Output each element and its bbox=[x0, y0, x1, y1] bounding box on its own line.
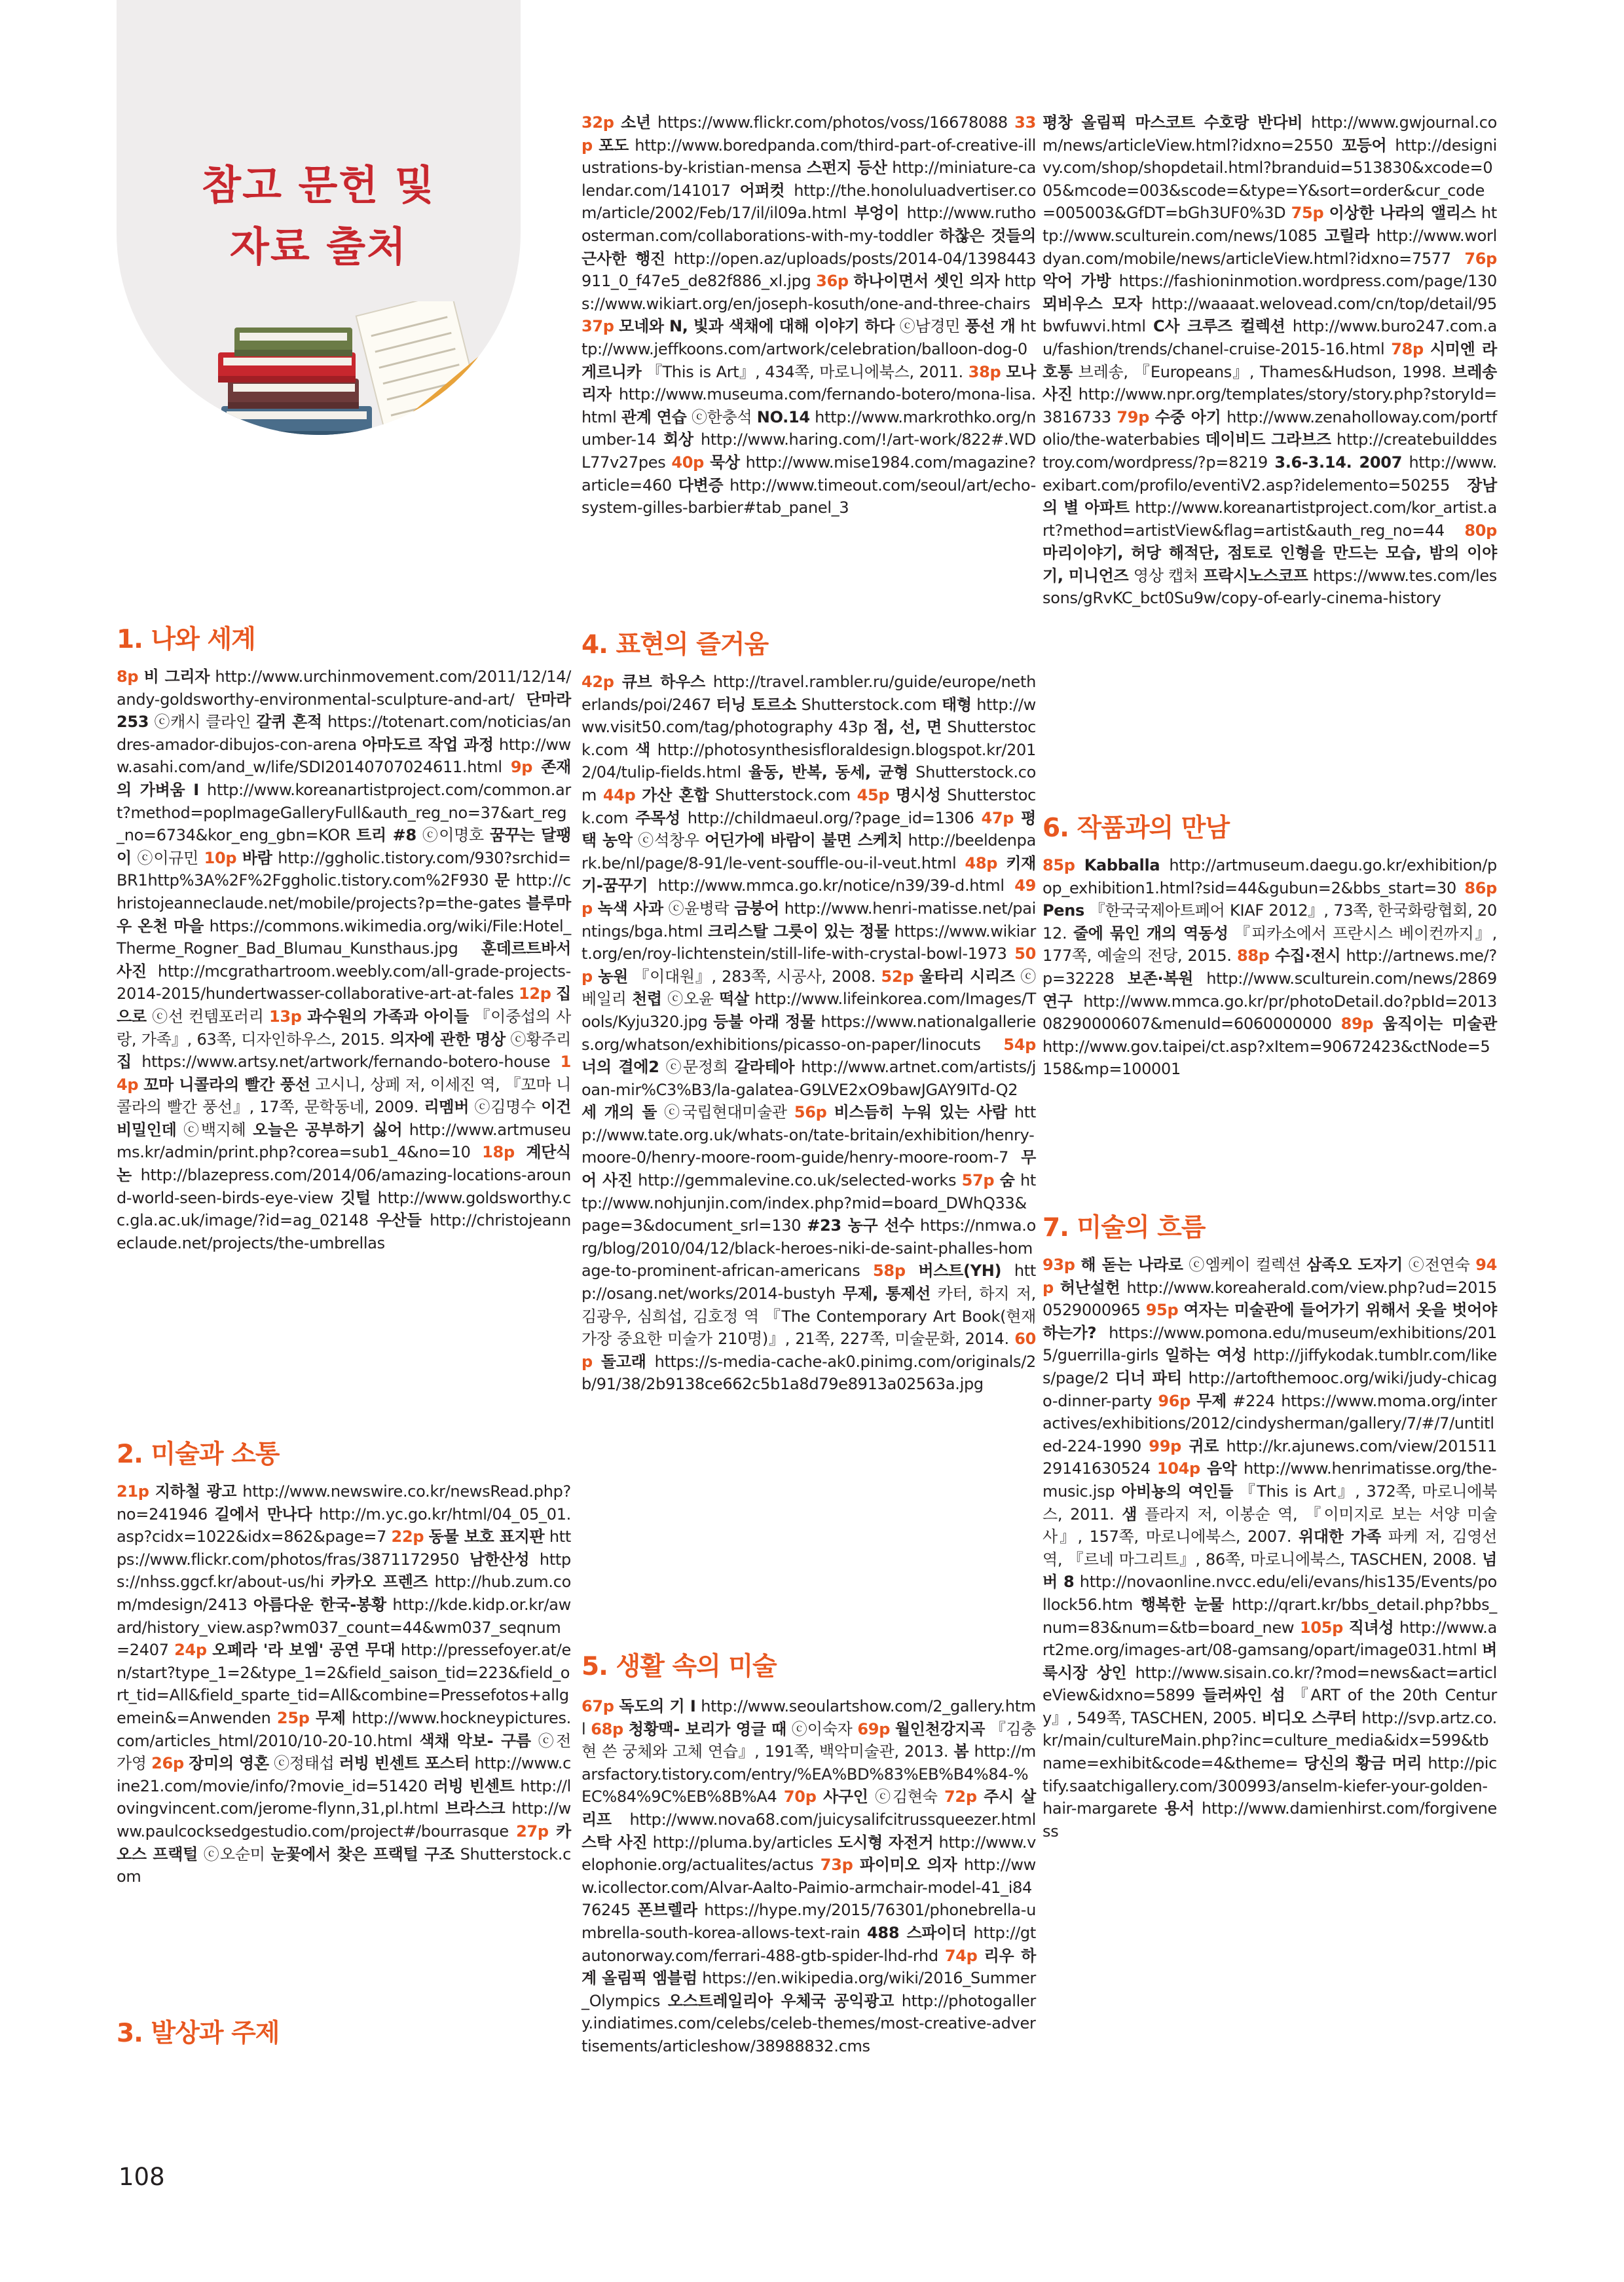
section-2 bbox=[117, 1438, 571, 1888]
work-title: Pens bbox=[1043, 901, 1085, 920]
work-title: 훈데르트바서 사진 bbox=[117, 939, 571, 981]
work-title: 돌고래 bbox=[600, 1352, 646, 1371]
page-ref: 32p bbox=[581, 113, 614, 132]
page-ref: 12p bbox=[518, 984, 551, 1003]
work-title: 태형 bbox=[941, 695, 972, 714]
work-title: 주시 살리프 bbox=[581, 1787, 1036, 1829]
work-title: 비 그리자 bbox=[143, 667, 210, 686]
page-ref: 37p bbox=[581, 317, 614, 336]
work-title: 모나리자 bbox=[581, 362, 1036, 404]
work-title: 하찮은 것들의 근사한 행진 bbox=[581, 226, 1036, 268]
page-ref: 21p bbox=[117, 1482, 149, 1501]
work-title: 크리스탈 그릇이 있는 정물 bbox=[707, 922, 889, 941]
work-title: 뫼비우스 모자 bbox=[1043, 294, 1143, 313]
work-title: 폰브렐라 bbox=[637, 1901, 697, 1920]
work-title: 브라스크 bbox=[445, 1799, 506, 1818]
work-title: 어퍼컷 bbox=[739, 181, 785, 200]
page-ref: 38p bbox=[968, 362, 1001, 381]
work-title: 아마도르 작업 과정 bbox=[361, 735, 494, 754]
work-title: 회상 bbox=[663, 430, 693, 449]
page-ref: 24p bbox=[174, 1641, 207, 1660]
section-7 bbox=[1043, 1212, 1497, 1842]
header-panel bbox=[117, 0, 521, 435]
work-title: 수중 아기 bbox=[1154, 407, 1221, 426]
section-3 bbox=[117, 2017, 571, 2059]
page-ref: 85p bbox=[1043, 856, 1075, 874]
work-title: 무제 bbox=[315, 1708, 346, 1727]
work-title: C사 크루즈 컬렉션 bbox=[1153, 317, 1285, 336]
page-ref: 9p bbox=[510, 758, 533, 777]
reference-list: 8p 비 그리자 http://www.urchinmovement.com/2011/12/14/andy-goldsworthy-environmental-sculpture-and-art/ 단마라 253 ⓒ캐시 클라인 갈퀴 흔적 https://totenart.com/noticias/andres-amador-dibujos-con-arena 아마도르 작업 과정 http://www.asahi.com/and_w/life/SDI20140707024611.html 9p 존재의 가벼움 I http://www.koreanartistproject.com/common.art?method=poplmageGalleryFull&auth_reg_no=37&art_reg_no=6734&kor_eng_gbn=KOR 트리 #8 ⓒ이명호 꿈꾸는 달팽이 ⓒ이규민 10p 바람 http://ggholic.tistory.com/930?srchid=BR1http%3A%2F%2Fggholic.tistory.com%2F930 문 http://christojeanneclaude.net/mobile/projects?p=the-gates 블루마우 온천 마을 https://commons.wikimedia.org/wiki/File:Hotel_Therme_Rogner_Bad_Blumau_Kunsthaus.jpg 훈데르트바서 사진 http://mcgrathartroom.weebly.com/all-grade-projects-2014-2015/hundertwasser-collaborative-art-at-fales 12p 집으로 ⓒ선 컨템포러리 13p 과수원의 가족과 아이들 『이중섭의 사랑, 가족』, 63쪽, 디자인하우스, 2015. 의자에 관한 명상 ⓒ황주리 집 https://www.artsy.net/artwork/fernando-botero-house 14p 꼬마 니콜라의 빨간 풍선 고시니, 상페 저, 이세진 역, 『꼬마 니콜라의 빨간 풍선』, 17쪽, 문학동네, 2009. 리멤버 ⓒ김명수 이건 비밀인데 ⓒ백지혜 오늘은 공부하기 싫어 http://www.artmuseums.kr/admin/print.php?corea=sub1_4&no=10 18p 계단식 논 http://blazepress.com/2014/06/amazing-locations-around-world-seen-birds-eye-view 깃털 http://www.goldsworthy.cc.gla.ac.uk/image/?id=ag_02148 우산들 http://christojeanneclaude.net/projects/the-umbrellas bbox=[117, 667, 572, 1252]
page-ref: 69p bbox=[857, 1719, 891, 1738]
work-title: 카카오 프렌즈 bbox=[331, 1573, 428, 1592]
page-ref: 54p bbox=[1003, 1035, 1036, 1054]
work-title: 프락시노스코프 bbox=[1203, 566, 1308, 585]
work-title: 직녀성 bbox=[1348, 1618, 1394, 1637]
page-ref: 57p bbox=[961, 1171, 995, 1190]
work-title: 의자에 관한 명상 bbox=[390, 1030, 506, 1049]
work-title: 포도 bbox=[599, 136, 629, 155]
title-line-2: 자료 출처 bbox=[229, 223, 408, 271]
reference-list: 32p 소년 https://www.flickr.com/photos/voss/16678088 33p 포도 http://www.boredpanda.com/third-part-of-creative-illustrations-by-kristian-mensa 스펀지 등산 http://miniature-calendar.com/141017 어퍼컷 http://the.honoluluadvertiser.com/article/2002/Feb/17/il/il09a.html 부엉이 http://www.ruthoosterman.com/collaborations-with-my-toddler 하찮은 것들의 근사한 행진 http://open.az/uploads/posts/2014-04/1398443911_0_f47e5_de82f886_xl.jpg 36p 하나이면서 셋인 의자 https://www.wikiart.org/en/joseph-kosuth/one-and-three-chairs 37p 모네와 N, 빛과 색채에 대해 이야기 하다 ⓒ남경민 풍선 개 http://www.jeffkoons.com/artwork/celebration/balloon-dog-0 게르니카 『This is Art』, 434쪽, 마로니에북스, 2011. 38p 모나리자 http://www.museuma.com/fernando-botero/mona-lisa.html 관계 연습 ⓒ한충석 NO.14 http://www.markrothko.org/number-14 회상 http://www.haring.com/!/art-work/822#.WDL77v27pes 40p 묵상 http://www.mise1984.com/magazine?article=460 다변증 http://www.timeout.com/seoul/art/echo-system-gilles-barbier#tab_panel_3 bbox=[581, 113, 1037, 517]
page-ref: 47p bbox=[981, 808, 1014, 827]
page-ref: 49p bbox=[581, 876, 1036, 918]
work-title: 녹색 사과 bbox=[597, 899, 663, 918]
page-ref: 26p bbox=[151, 1754, 184, 1773]
work-title: 리멤버 bbox=[424, 1098, 470, 1117]
page-ref: 88p bbox=[1236, 946, 1270, 965]
page-ref: 36p bbox=[816, 272, 849, 291]
work-title: 비스듬히 누워 있는 사람 bbox=[834, 1103, 1007, 1122]
page-ref: 76p bbox=[1464, 249, 1497, 268]
work-title: 음악 bbox=[1207, 1459, 1237, 1478]
page-ref: 99p bbox=[1149, 1436, 1181, 1455]
page-ref: 13p bbox=[268, 1007, 302, 1026]
work-title: 묵상 bbox=[709, 453, 740, 472]
section-5-continued bbox=[1043, 111, 1497, 610]
reference-list: 42p 큐브 하우스 http://travel.rambler.ru/guide/europe/netherlands/poi/2467 터닝 토르소 Shutterstock.com 태형 http://www.visit50.com/tag/photography 43p 점, 선, 면 Shutterstock.com 색 http://photosynthesisfloraldesign.blogspot.kr/2012/04/tulip-fields.html 율동, 반복, 동세, 균형 Shutterstock.com 44p 가산 혼합 Shutterstock.com 45p 명시성 Shutterstock.com 주목성 http://childmaeul.org/?page_id=1306 47p 평택 농악 ⓒ석창우 어딘가에 바람이 불면 스케치 http://beeldenpark.be/nl/page/8-91/le-vent-souffle-ou-il-veut.html 48p 키재기-꿈꾸기 http://www.mmca.go.kr/notice/n39/39-d.html 49p 녹색 사과 ⓒ윤병락 금붕어 http://www.henri-matisse.net/paintings/bga.html 크리스탈 그릇이 있는 정물 https://www.wikiart.org/en/roy-lichtenstein/still-life-with-crystal-bowl-1973 50p 농원 『이대원』, 283쪽, 시공사, 2008. 52p 울타리 시리즈 ⓒ베일리 천렵 ⓒ오윤 떡살 http://www.lifeinkorea.com/Images/Tools/Kyju320.jpg 등불 아래 정물 https://www.nationalgalleries.org/whatson/exhibitions/picasso-on-paper/linocuts 54p 너의 결에2 ⓒ문정희 갈라테아 http://www.artnet.com/artists/joan-mir%C3%B3/la-galatea-G9LVE2xO9bawJGAY9ITd-Q2 세 개의 돌 ⓒ국립현대미술관 56p 비스듬히 누워 있는 사람 http://www.tate.org.uk/whats-on/tate-britain/exhibition/henry-moore-0/henry-moore-room-guide/henry-moore-room-7 무어 사진 http://gemmalevine.co.uk/selected-works 57p 숨 http://www.nohjunjin.com/index.php?mid=board_DWhQ33&page=3&document_srl=130 #23 농구 선수 https://nmwa.org/blog/2010/04/12/black-heroes-niki-de-saint-phalles-homage-to-prominent-african-americans 58p 버스트(YH) http://osang.net/works/2014-bustyh 무제, 통제선 카터, 하지 저, 김광우, 심희섭, 김호정 역 『The Contemporary Art Book(현재 가장 중요한 미술가 210명)』, 21쪽, 227쪽, 미술문화, 2014. 60p 돌고래 https://s-media-cache-ak0.pinimg.com/originals/2b/91/38/2b9138ce662c5b1a8d79e8913a02563a.jpg bbox=[581, 673, 1037, 1394]
work-title: 러빙 빈센트 bbox=[433, 1776, 515, 1795]
page-ref: 80p bbox=[1464, 521, 1497, 540]
work-title: 평택 농악 bbox=[581, 808, 1036, 850]
work-title: 남한산성 bbox=[469, 1550, 530, 1569]
work-title: 등불 아래 정물 bbox=[713, 1012, 815, 1031]
work-title: 일하는 여성 bbox=[1164, 1346, 1247, 1365]
page-ref: 73p bbox=[820, 1856, 853, 1875]
work-title: Kabballa bbox=[1084, 856, 1160, 874]
work-title: 존재의 가벼움 I bbox=[117, 758, 571, 799]
work-title: 길에서 만나다 bbox=[214, 1505, 312, 1524]
work-title: 갈라테아 bbox=[734, 1058, 795, 1077]
page-title bbox=[117, 155, 521, 278]
page-ref: 105p bbox=[1299, 1618, 1344, 1637]
page-ref: 95p bbox=[1145, 1301, 1179, 1320]
work-title: 트리 #8 bbox=[356, 826, 416, 845]
page-ref: 94p bbox=[1043, 1256, 1497, 1297]
work-title: 봄 bbox=[953, 1742, 969, 1761]
page-ref: 67p bbox=[581, 1697, 614, 1715]
work-title: 눈꽃에서 찾은 프랙털 구조 bbox=[270, 1844, 454, 1863]
work-title: 바람 bbox=[242, 848, 272, 867]
page-ref: 96p bbox=[1158, 1391, 1191, 1410]
page-ref: 79p bbox=[1116, 407, 1150, 426]
page-number: 108 bbox=[119, 2163, 165, 2191]
work-title: 키재기-꿈꾸기 bbox=[581, 853, 1036, 895]
work-title: 금붕어 bbox=[734, 899, 779, 918]
section-6 bbox=[1043, 812, 1497, 1081]
work-title: 아비뇽의 여인들 bbox=[1121, 1482, 1234, 1501]
page-ref: 18p bbox=[482, 1143, 515, 1162]
work-title: 풍선 개 bbox=[965, 317, 1016, 336]
work-title: 소년 bbox=[620, 113, 651, 132]
work-title: 당신의 황금 머리 bbox=[1304, 1754, 1422, 1773]
page-ref: 44p bbox=[602, 785, 636, 804]
work-title: 용서 bbox=[1164, 1799, 1194, 1818]
work-title: 악어 가방 bbox=[1043, 272, 1111, 291]
page-ref: 89p bbox=[1340, 1015, 1374, 1034]
page-ref: 27p bbox=[516, 1822, 549, 1841]
page-ref: 86p bbox=[1464, 878, 1497, 897]
work-title: 오스트레일리아 우체국 공익광고 bbox=[667, 1991, 895, 2010]
work-title: 어딘가에 바람이 불면 스케치 bbox=[705, 831, 903, 850]
work-title: 계단식 논 bbox=[117, 1143, 571, 1185]
work-title: 행복한 눈물 bbox=[1140, 1595, 1225, 1614]
section-5 bbox=[581, 1651, 1036, 1693]
section-heading: 6. 작품과의 만남 bbox=[1043, 814, 1230, 843]
work-title: 위대한 가족 bbox=[1299, 1527, 1381, 1546]
work-title: 블루마우 온천 마을 bbox=[117, 893, 571, 935]
work-title: 샘 bbox=[1122, 1505, 1137, 1524]
work-title: 무제 bbox=[1196, 1391, 1227, 1410]
work-title: 떡살 bbox=[719, 990, 749, 1009]
page-ref: 74p bbox=[944, 1946, 978, 1965]
section-heading: 7. 미술의 흐름 bbox=[1043, 1213, 1206, 1243]
work-title: 시미엔 라 호통 bbox=[1043, 339, 1497, 381]
work-title: 마리이야기, 허당 해적단, 점토로 인형을 만드는 모습, 밤의 이야기, 미니언즈 bbox=[1043, 544, 1497, 585]
work-title: 귀로 bbox=[1189, 1436, 1219, 1455]
work-title: 지하철 광고 bbox=[155, 1482, 237, 1501]
work-title: NO.14 bbox=[756, 407, 810, 426]
work-title: 농원 bbox=[598, 967, 629, 986]
work-title: 스펀지 등산 bbox=[806, 159, 887, 178]
reference-list: 85p Kabballa http://artmuseum.daegu.go.kr/exhibition/pop_exhibition1.html?sid=44&gubun=2&bbs_start=30 86p Pens 『한국국제아트페어 KIAF 2012』, 73쪽, 한국화랑협회, 2012. 줄에 묶인 개의 역동성 『피카소에서 프란시스 베이컨까지』, 177쪽, 예술의 전당, 2015. 88p 수집·전시 http://artnews.me/?p=32228 보존·복원 http://www.sculturein.com/news/2869 연구 http://www.mmca.go.kr/pr/photoDetail.do?pbId=201308290000607&menuId=6060000000 89p 움직이는 미술관 http://www.gov.taipei/ct.asp?xItem=90672423&ctNode=5158&mp=100001 bbox=[1043, 856, 1498, 1079]
work-title: 비디오 스쿠터 bbox=[1261, 1708, 1357, 1727]
page-ref: 75p bbox=[1291, 204, 1324, 223]
work-title: 무제, 통제선 bbox=[842, 1284, 931, 1303]
work-title: 점, 선, 면 bbox=[873, 718, 942, 737]
reference-list: 평창 올림픽 마스코트 수호랑 반다비 http://www.gwjournal.com/news/articleView.html?idxno=2550 꼬등어 http://designivy.com/shop/shopdetail.html?branduid=513830&xcode=005&mcode=003&scode=&type=Y&sort=order&cur_code=005003&GfDT=bGh3UF0%3D 75p 이상한 나라의 앨리스 http://www.sculturein.com/news/1085 고릴라 http://www.worldyan.com/mobile/news/articleView.html?idxno=7577 76p 악어 가방 https://fashioninmotion.wordpress.com/page/130 뫼비우스 모자 http://waaaat.welovead.com/cn/top/detail/95bwfuwvi.html C사 크루즈 컬렉션 http://www.buro247.com.au/fashion/trends/chanel-cruise-2015-16.html 78p 시미엔 라 호통 브레송, 『Europeans』, Thames&Hudson, 1998. 브레송 사진 http://www.npr.org/templates/story/story.php?storyId=3816733 79p 수중 아기 http://www.zenaholloway.com/portfolio/the-waterbabies 데이비드 그라브즈 http://createbuilddestroy.com/wordpress/?p=8219 3.6-3.14. 2007 http://www.exibart.com/profilo/eventiV2.asp?idelemento=50255 장남의 별 아파트 http://www.koreanartistproject.com/kor_artist.art?method=artistView&flag=artist&auth_reg_no=44 80p 마리이야기, 허당 해적단, 점토로 인형을 만드는 모습, 밤의 이야기, 미니언즈 영상 캡처 프락시노스코프 https://www.tes.com/lessons/gRvKC_bct0Su9w/copy-of-early-cinema-history bbox=[1043, 113, 1498, 608]
work-title: 보존·복원 bbox=[1127, 969, 1194, 988]
work-title: 3.6-3.14. 2007 bbox=[1274, 453, 1403, 472]
work-title: 벼룩시장 상인 bbox=[1043, 1641, 1497, 1682]
work-title: 장미의 영혼 bbox=[189, 1754, 269, 1773]
page-ref: 48p bbox=[965, 853, 998, 872]
page-ref: 45p bbox=[857, 785, 890, 804]
work-title: 들러싸인 섬 bbox=[1202, 1686, 1285, 1705]
work-title: 러빙 빈센트 포스터 bbox=[339, 1754, 470, 1773]
work-title: 사구인 bbox=[823, 1787, 868, 1806]
work-title: 디너 파티 bbox=[1115, 1368, 1183, 1387]
page-ref: 10p bbox=[204, 848, 237, 867]
work-title: 고릴라 bbox=[1324, 226, 1370, 245]
section-5-start bbox=[581, 1695, 1036, 2058]
section-heading: 2. 미술과 소통 bbox=[117, 1440, 280, 1469]
reference-list: 67p 독도의 기 I http://www.seoulartshow.com/2_gallery.html 68p 청황맥- 보리가 영글 때 ⓒ이숙자 69p 월인천강지곡 『김충현 쓴 궁체와 고체 연습』, 191쪽, 백악미술관, 2013. 봄 http://marsfactory.tistory.com/entry/%EA%BD%83%EB%B4%84-%EC%84%9C%EB%8B%A4 70p 사구인 ⓒ김현숙 72p 주시 살리프 http://www.nova68.com/juicysalifcitrussqueezer.html 스탁 사진 http://pluma.by/articles 도시형 자전거 http://www.velophonie.org/actualites/actus 73p 파이미오 의자 http://www.icollector.com/Alvar-Aalto-Paimio-armchair-model-41_i8476245 폰브렐라 https://hype.my/2015/76301/phonebrella-umbrella-south-korea-allows-text-rain 488 스파이더 http://gtautonorway.com/ferrari-488-gtb-spider-lhd-rhd 74p 리우 하계 올림픽 엠블럼 https://en.wikipedia.org/wiki/2016_Summer_Olympics 오스트레일리아 우체국 공익광고 http://photogallery.indiatimes.com/celebs/celeb-themes/most-creative-advertisements/articleshow/38988832.cms bbox=[581, 1697, 1036, 2055]
work-title: 연구 bbox=[1043, 992, 1073, 1011]
work-title: 단마라 253 bbox=[117, 690, 571, 732]
section-4 bbox=[581, 629, 1036, 1396]
work-title: 천렵 bbox=[632, 990, 662, 1009]
title-line-1: 참고 문헌 및 bbox=[202, 161, 435, 209]
work-title: 세 개의 돌 bbox=[581, 1103, 657, 1122]
page-ref: 60p bbox=[581, 1330, 1036, 1371]
work-title: 갈퀴 흔적 bbox=[256, 713, 322, 732]
work-title: 큐브 하우스 bbox=[621, 673, 705, 691]
books-and-pencil-icon bbox=[215, 301, 516, 435]
work-title: 독도의 기 I bbox=[619, 1697, 696, 1715]
page-ref: 40p bbox=[671, 453, 705, 472]
page-ref: 68p bbox=[591, 1719, 623, 1738]
page-ref: 70p bbox=[783, 1787, 817, 1806]
page-ref: 33p bbox=[581, 113, 1036, 155]
work-title: 우산들 bbox=[377, 1211, 422, 1230]
work-title: 관계 연습 bbox=[621, 407, 687, 426]
work-title: 모네와 N, 빛과 색채에 대해 이야기 하다 bbox=[619, 317, 895, 336]
work-title: 해 돋는 나라로 bbox=[1080, 1256, 1183, 1274]
work-title: 월인천강지곡 bbox=[895, 1719, 986, 1738]
work-title: 삼족오 도자기 bbox=[1306, 1256, 1403, 1274]
work-title: 율동, 반복, 동세, 균형 bbox=[748, 763, 909, 782]
work-title: 카오스 프랙털 bbox=[117, 1822, 571, 1863]
work-title: 488 스파이더 bbox=[867, 1923, 967, 1942]
work-title: 명시성 bbox=[896, 785, 941, 804]
work-title: 오페라 '라 보엠' 공연 무대 bbox=[212, 1641, 396, 1660]
page-ref: 22p bbox=[391, 1527, 424, 1546]
work-title: 울타리 시리즈 bbox=[919, 967, 1015, 986]
work-title: 평창 올림픽 마스코트 수호랑 반다비 bbox=[1043, 113, 1303, 132]
work-title: 과수원의 가족과 아이들 bbox=[307, 1007, 470, 1026]
section-3-continued bbox=[581, 111, 1036, 519]
work-title: 꼬마 니콜라의 빨간 풍선 bbox=[143, 1075, 310, 1094]
work-title: 문 bbox=[494, 871, 510, 890]
work-title: 수집·전시 bbox=[1274, 946, 1341, 965]
work-title: 오늘은 공부하기 싫어 bbox=[252, 1120, 403, 1139]
work-title: 줄에 묶인 개의 역동성 bbox=[1073, 924, 1228, 943]
work-title: 숨 bbox=[999, 1171, 1015, 1190]
work-title: 파이미오 의자 bbox=[859, 1856, 957, 1875]
work-title: 꼬등어 bbox=[1341, 136, 1387, 155]
work-title: 이건 비밀인데 bbox=[117, 1098, 571, 1139]
work-title: 스탁 사진 bbox=[581, 1833, 648, 1852]
work-title: 다변증 bbox=[678, 476, 724, 495]
section-1 bbox=[117, 624, 571, 1254]
work-title: #23 농구 선수 bbox=[807, 1216, 914, 1235]
work-title: 꿈꾸는 달팽이 bbox=[117, 826, 571, 867]
work-title: 색채 악보- 구름 bbox=[419, 1731, 531, 1750]
page-ref: 8p bbox=[117, 667, 139, 686]
page-ref: 93p bbox=[1043, 1256, 1075, 1274]
work-title: 버스트(YH) bbox=[918, 1262, 1002, 1281]
work-title: 무어 사진 bbox=[581, 1148, 1036, 1190]
work-title: 움직이는 미술관 bbox=[1382, 1015, 1497, 1034]
work-title: 하나이면서 셋인 의자 bbox=[853, 272, 1000, 291]
work-title: 집으로 bbox=[117, 984, 571, 1026]
page-ref: 14p bbox=[117, 1053, 571, 1094]
work-title: 동물 보호 표지판 bbox=[428, 1527, 545, 1546]
work-title: 가산 혼합 bbox=[642, 785, 709, 804]
page-ref: 25p bbox=[276, 1708, 310, 1727]
work-title: 청황맥- 보리가 영글 때 bbox=[628, 1719, 786, 1738]
reference-list: 21p 지하철 광고 http://www.newswire.co.kr/newsRead.php?no=241946 길에서 만나다 http://m.yc.go.kr/html/04_05_01.asp?cidx=1022&idx=862&page=7 22p 동물 보호 표지판 https://www.flickr.com/photos/fras/3871172950 남한산성 https://nhss.ggcf.kr/about-us/hi 카카오 프렌즈 http://hub.zum.com/mdesign/2413 아름다운 한국-봉황 http://kde.kidp.or.kr/award/history_view.asp?wm037_count=44&wm037_seqnum=2407 24p 오페라 '라 보엠' 공연 무대 http://pressefoyer.at/en/start?type_1=2&type_1=2&field_saison_tid=223&field_ort_tid=All&field_sparte_tid=All&combine=Pressefotos+allgemein&=Anwenden 25p 무제 http://www.hockneypictures.com/articles_html/2010/10-20-10.html 색채 악보- 구름 ⓒ전가영 26p 장미의 영혼 ⓒ정태섭 러빙 빈센트 포스터 http://www.cine21.com/movie/info/?movie_id=51420 러빙 빈센트 http://lovingvincent.com/jerome-flynn,31,pl.html 브라스크 http://www.paulcocksedgestudio.com/project#/bourrasque 27p 카오스 프랙털 ⓒ오순미 눈꽃에서 찾은 프랙털 구조 Shutterstock.com bbox=[117, 1482, 572, 1886]
work-title: 깃털 bbox=[341, 1188, 371, 1207]
work-title: 도시형 자전거 bbox=[838, 1833, 934, 1852]
page-ref: 72p bbox=[944, 1787, 977, 1806]
page-ref: 52p bbox=[881, 967, 914, 986]
page-ref: 42p bbox=[581, 673, 614, 691]
work-title: 허난설헌 bbox=[1060, 1278, 1120, 1297]
reference-list: 93p 해 돋는 나라로 ⓒ엠케이 컬렉션 삼족오 도자기 ⓒ전연숙 94p 허난설헌 http://www.koreaherald.com/view.php?ud=20150529000965 95p 여자는 미술관에 들어가기 위해서 옷을 벗어야 하는가? https://www.pomona.edu/museum/exhibitions/2015/guerrilla-girls 일하는 여성 http://jiffykodak.tumblr.com/likes/page/2 디너 파티 http://artofthemooc.org/wiki/judy-chicago-dinner-party 96p 무제 #224 https://www.moma.org/interactives/exhibitions/2012/cindysherman/gallery/7/#/7/untitled-224-1990 99p 귀로 http://kr.ajunews.com/view/20151129141630524 104p 음악 http://www.henrimatisse.org/the-music.jsp 아비뇽의 여인들 『This is Art』, 372쪽, 마로니에북스, 2011. 샘 플라지 저, 이봉순 역, 『이미지로 보는 서양 미술사』, 157쪽, 마로니에북스, 2007. 위대한 가족 파케 저, 김영선 역, 『르네 마그리트』, 86쪽, 마로니에북스, TASCHEN, 2008. 넘버 8 http://novaonline.nvcc.edu/eli/evans/his135/Events/pollock56.htm 행복한 눈물 http://qrart.kr/bbs_detail.php?bbs_num=83&num=&tb=board_new 105p 직녀성 http://www.art2me.org/images-art/08-gamsang/opart/image031.html 벼룩시장 상인 http://www.sisain.co.kr/?mod=news&act=articleView&idxno=5899 들러싸인 섬 『ART of the 20th Century』, 549쪽, TASCHEN, 2005. 비디오 스쿠터 http://svp.artz.co.kr/main/cultureMain.php?inc=culture_media&idx=599&tbname=exhibit&code=4&theme= 당신의 황금 머리 http://pictify.saatchigallery.com/300993/anselm-kiefer-your-golden-hair-margarete 용서 http://www.damienhirst.com/forgiveness bbox=[1043, 1256, 1498, 1841]
work-title: 데이비드 그라브즈 bbox=[1205, 430, 1331, 449]
section-heading: 1. 나와 세계 bbox=[117, 625, 255, 654]
page-ref: 56p bbox=[794, 1103, 827, 1122]
work-title: 장남의 별 아파트 bbox=[1043, 476, 1497, 517]
page-ref: 104p bbox=[1156, 1459, 1200, 1478]
page-ref: 58p bbox=[873, 1262, 906, 1281]
work-title: 너의 결에2 bbox=[581, 1058, 659, 1077]
work-title: 부엉이 bbox=[854, 204, 900, 223]
page-ref: 50p bbox=[581, 945, 1036, 986]
work-title: 브레송 사진 bbox=[1043, 362, 1497, 404]
work-title: 게르니카 bbox=[581, 362, 642, 381]
work-title: 아름다운 한국-봉황 bbox=[253, 1595, 386, 1614]
work-title: 리우 하계 올림픽 엠블럼 bbox=[581, 1946, 1036, 1988]
section-heading: 3. 발상과 주제 bbox=[117, 2019, 280, 2048]
section-heading: 5. 생활 속의 미술 bbox=[581, 1652, 777, 1681]
page-ref: 78p bbox=[1391, 339, 1424, 358]
work-title: 여자는 미술관에 들어가기 위해서 옷을 벗어야 하는가? bbox=[1043, 1301, 1497, 1342]
work-title: 터닝 토르소 bbox=[716, 695, 797, 714]
work-title: 집 bbox=[117, 1053, 132, 1072]
work-title: 색 bbox=[635, 740, 650, 759]
work-title: 주목성 bbox=[635, 808, 680, 827]
section-heading: 4. 표현의 즐거움 bbox=[581, 630, 769, 660]
work-title: 이상한 나라의 앨리스 bbox=[1329, 204, 1476, 223]
work-title: 넘버 8 bbox=[1043, 1550, 1497, 1592]
